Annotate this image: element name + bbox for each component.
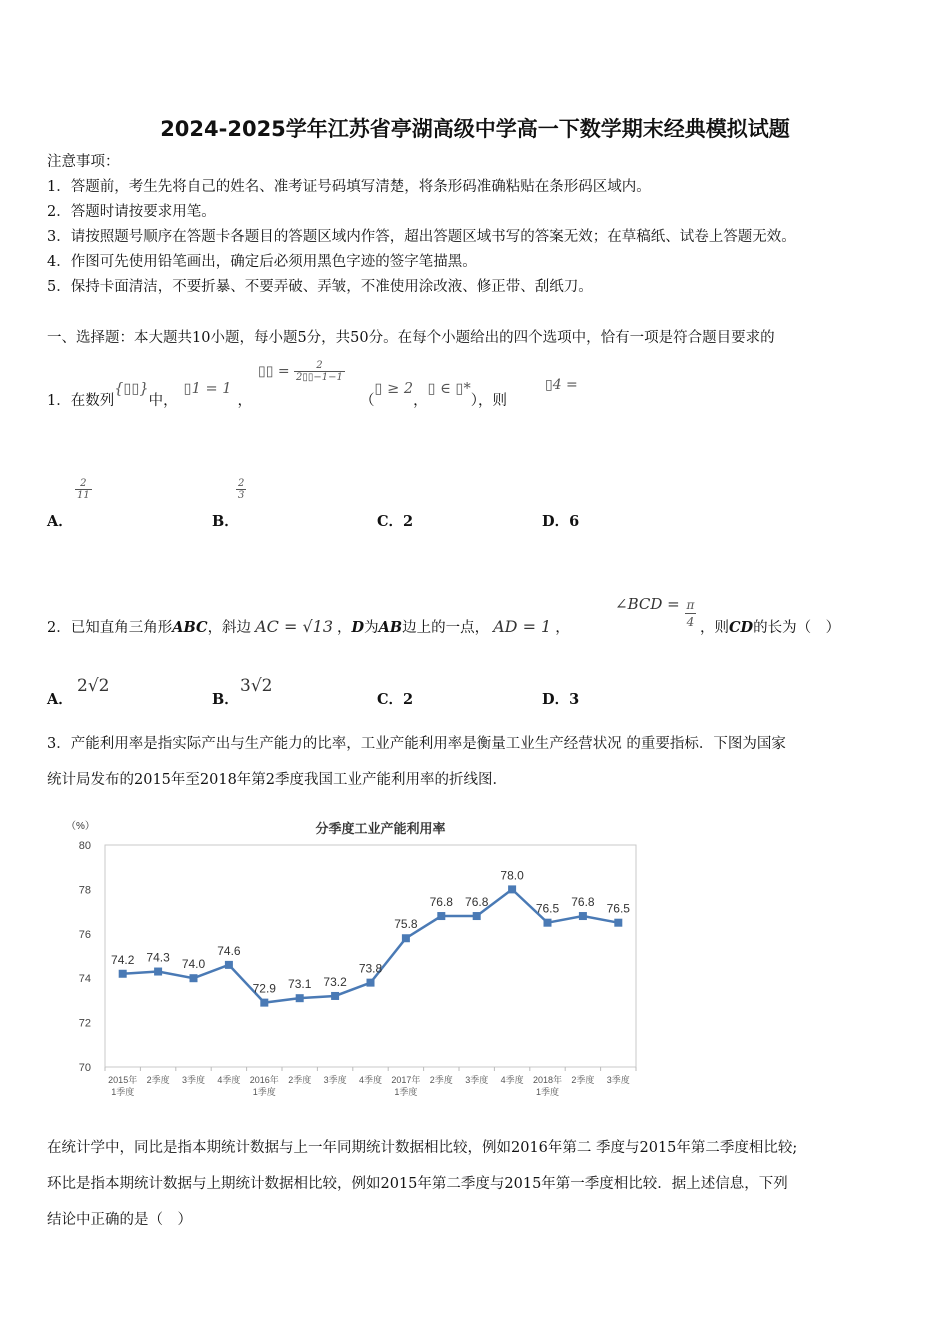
data-label: 73.2	[323, 974, 347, 989]
q1-text: 在数列	[70, 393, 115, 409]
fraction-numerator: 2	[75, 478, 92, 490]
option-label: C．	[377, 691, 404, 708]
plot-border	[105, 845, 636, 1067]
q1-a4: ▯4 =	[545, 377, 578, 393]
question-3-stem	[47, 726, 786, 798]
option-label: D．	[542, 691, 570, 708]
data-label: 76.5	[535, 901, 560, 916]
data-label: 74.6	[217, 943, 241, 958]
data-label: 73.1	[288, 977, 312, 992]
note-item: 3．请按照题号顺序在答题卡各题目的答题区域内作答，超出答题区域书写的答案无效；在草稿纸、试卷上答题无效。	[47, 229, 796, 245]
note-item: 5．保持卡面清洁，不要折暴、不要弄破、弄皱，不准使用涂改液、修正带、刮纸刀。	[47, 279, 593, 295]
fraction-denominator: 3	[238, 490, 245, 501]
q2-text: ，斜边	[207, 620, 252, 636]
x-tick-label-sub: 1季度	[111, 1087, 135, 1097]
data-label: 76.8	[571, 895, 595, 910]
question-1-stem	[47, 381, 252, 410]
data-point	[296, 994, 304, 1002]
chart-svg	[60, 815, 650, 1105]
data-label: 78.0	[500, 868, 524, 883]
fraction-denominator: 11	[77, 490, 90, 501]
fraction-numerator: 2	[238, 478, 245, 489]
question-3-explanation	[47, 1130, 797, 1238]
notes-heading: 注意事项：	[47, 154, 120, 170]
data-point	[579, 912, 587, 920]
option-value: 2	[403, 691, 414, 708]
q2-text: ，	[337, 620, 352, 636]
fraction-denominator: 2▯▯−1−1	[296, 372, 343, 383]
data-point	[614, 919, 622, 927]
x-tick-label: 3季度	[465, 1075, 489, 1085]
data-label: 74.0	[181, 957, 206, 972]
x-tick-label: 2017年	[391, 1075, 421, 1085]
q3-after-line: 环比是指本期统计数据与上期统计数据相比较，例如2015年第二季度与2015年第一季度相比较．据上述信息，下列	[47, 1176, 788, 1192]
note-item: 4．作图可先使用铅笔画出，确定后必须用黑色字迹的签字笔描黑。	[47, 254, 477, 270]
option-label: C．	[377, 513, 404, 530]
q3-line: 统计局发布的2015年至2018年第2季度我国工业产能利用率的折线图．	[47, 772, 508, 788]
data-point	[225, 961, 233, 969]
data-point	[437, 912, 445, 920]
q2-option-c[interactable]	[377, 688, 413, 709]
x-tick-label: 3季度	[181, 1075, 206, 1085]
q2-segment-cd: CD	[729, 619, 754, 636]
q1-an-fraction	[294, 360, 345, 383]
x-tick-label-sub: 1季度	[394, 1087, 418, 1097]
q1-text: 中，	[148, 393, 178, 409]
data-point	[367, 979, 375, 987]
question-number: 1．	[47, 393, 71, 409]
data-point	[154, 968, 162, 976]
note-item: 1．答题前，考生先将自己的姓名、准考证号码填写清楚，将条形码准确粘贴在条形码区域内。	[47, 179, 651, 195]
option-label: A．	[47, 691, 73, 708]
data-label: 76.8	[465, 895, 489, 910]
q2-triangle: ABC	[172, 619, 208, 636]
q3-after-line: 在统计学中，同比是指本期统计数据与上一年同期统计数据相比较，例如2016年第二 季度与2015年第二季度相比较;	[47, 1140, 798, 1156]
x-tick-label: 4季度	[217, 1075, 241, 1085]
data-point	[544, 919, 552, 927]
q2-angle	[615, 597, 696, 630]
q1-text: ，	[237, 393, 252, 409]
section-heading: 一、选择题：本大题共10小题，每小题5分，共50分。在每个小题给出的四个选项中，恰有一项是符合题目要求的	[47, 330, 775, 346]
data-label: 76.8	[429, 895, 453, 910]
y-tick-label: 70	[78, 1062, 91, 1074]
q2-text: 已知直角三角形	[70, 620, 173, 636]
q2-text: 为	[364, 620, 379, 636]
fraction-denominator: 4	[686, 615, 695, 629]
option-label: B．	[212, 691, 239, 708]
x-tick-label: 2015年	[108, 1075, 138, 1085]
y-axis-label: （%）	[66, 821, 95, 832]
q3-line: 3．产能利用率是指实际产出与生产能力的比率，工业产能利用率是衡量工业生产经营状况 的重要指标．下图为国家	[47, 736, 786, 752]
chart-title: 分季度工业产能利用率	[315, 821, 446, 836]
x-tick-label: 3季度	[323, 1075, 347, 1085]
data-label: 74.3	[146, 950, 170, 965]
q2-tail	[700, 616, 840, 637]
x-tick-label: 3季度	[606, 1075, 630, 1085]
data-label: 72.9	[252, 981, 276, 996]
x-tick-label: 4季度	[358, 1075, 383, 1085]
q2-text: 的长为（ ）	[753, 620, 841, 636]
x-tick-label-sub: 1季度	[535, 1087, 560, 1097]
q1-option-d[interactable]	[542, 510, 579, 531]
x-tick-label-sub: 1季度	[252, 1087, 276, 1097]
x-tick-label: 2016年	[249, 1075, 279, 1085]
fraction-numerator: 2	[294, 360, 345, 372]
option-value: 3√2	[240, 676, 273, 696]
q2-point-d: D	[351, 619, 365, 636]
q2-text: ，则	[700, 620, 729, 636]
q1-an-lhs: ▯▯ =	[258, 363, 290, 380]
q2-option-d[interactable]	[542, 688, 579, 709]
option-label: B．	[212, 513, 239, 530]
q2-angle-lhs: ∠BCD =	[615, 595, 680, 613]
data-label: 73.8	[358, 961, 383, 976]
q1-text: ，	[413, 393, 428, 409]
option-label: A．	[47, 513, 73, 530]
q2-text: 边上的一点，	[402, 620, 490, 636]
option-fraction	[75, 478, 92, 501]
x-tick-label: 2季度	[571, 1075, 595, 1085]
q2-text: ，	[555, 620, 570, 636]
question-2-stem	[47, 616, 570, 637]
question-number: 2．	[47, 620, 71, 636]
data-point	[402, 934, 410, 942]
q1-text: ），则	[470, 393, 507, 409]
option-value: 2	[403, 513, 414, 530]
data-point	[331, 992, 339, 1000]
page-title: 2024-2025学年江苏省亭湖高级中学高一下数学期末经典模拟试题	[160, 117, 790, 141]
q2-ac: AC = √13	[255, 617, 333, 636]
option-fraction	[236, 478, 246, 501]
data-point	[190, 974, 198, 982]
q1-cond1: ▯ ≥ 2	[374, 381, 414, 397]
data-point	[260, 999, 268, 1007]
y-tick-label: 80	[78, 840, 91, 852]
y-tick-label: 74	[78, 973, 91, 986]
y-tick-label: 78	[78, 884, 91, 897]
option-value: 6	[569, 513, 580, 530]
q3-after-line: 结论中正确的是（ ）	[47, 1212, 192, 1228]
q1-text: （	[360, 393, 375, 409]
line-chart	[60, 815, 650, 1109]
option-value: 3	[569, 691, 580, 708]
q2-ad: AD = 1	[493, 617, 552, 636]
fraction-numerator: π	[686, 598, 695, 612]
data-label: 75.8	[394, 917, 418, 932]
x-tick-label: 2季度	[288, 1075, 312, 1085]
note-item: 2．答题时请按要求用笔。	[47, 204, 216, 220]
option-label: D．	[542, 513, 570, 530]
q1-a1: ▯1 = 1	[183, 381, 232, 397]
x-tick-label: 2018年	[532, 1075, 563, 1085]
x-tick-label: 4季度	[500, 1075, 524, 1085]
q2-angle-fraction	[685, 597, 697, 630]
q1-option-c[interactable]	[377, 510, 413, 531]
data-point	[119, 970, 127, 978]
data-point	[508, 885, 516, 893]
data-label: 74.2	[111, 952, 135, 967]
option-value: 2√2	[77, 676, 110, 696]
x-tick-label: 2季度	[146, 1075, 170, 1085]
q1-sequence: {▯▯}	[114, 381, 149, 397]
y-tick-label: 72	[78, 1017, 91, 1030]
q2-side-ab: AB	[378, 619, 403, 636]
y-tick-label: 76	[78, 928, 91, 941]
x-tick-label: 2季度	[429, 1075, 453, 1085]
data-label: 76.5	[606, 901, 630, 916]
notes-block	[47, 150, 796, 300]
q1-condition	[360, 381, 507, 410]
q1-an-formula	[258, 360, 345, 383]
q1-cond2: ▯ ∈ ▯*	[427, 381, 471, 397]
data-point	[473, 912, 481, 920]
